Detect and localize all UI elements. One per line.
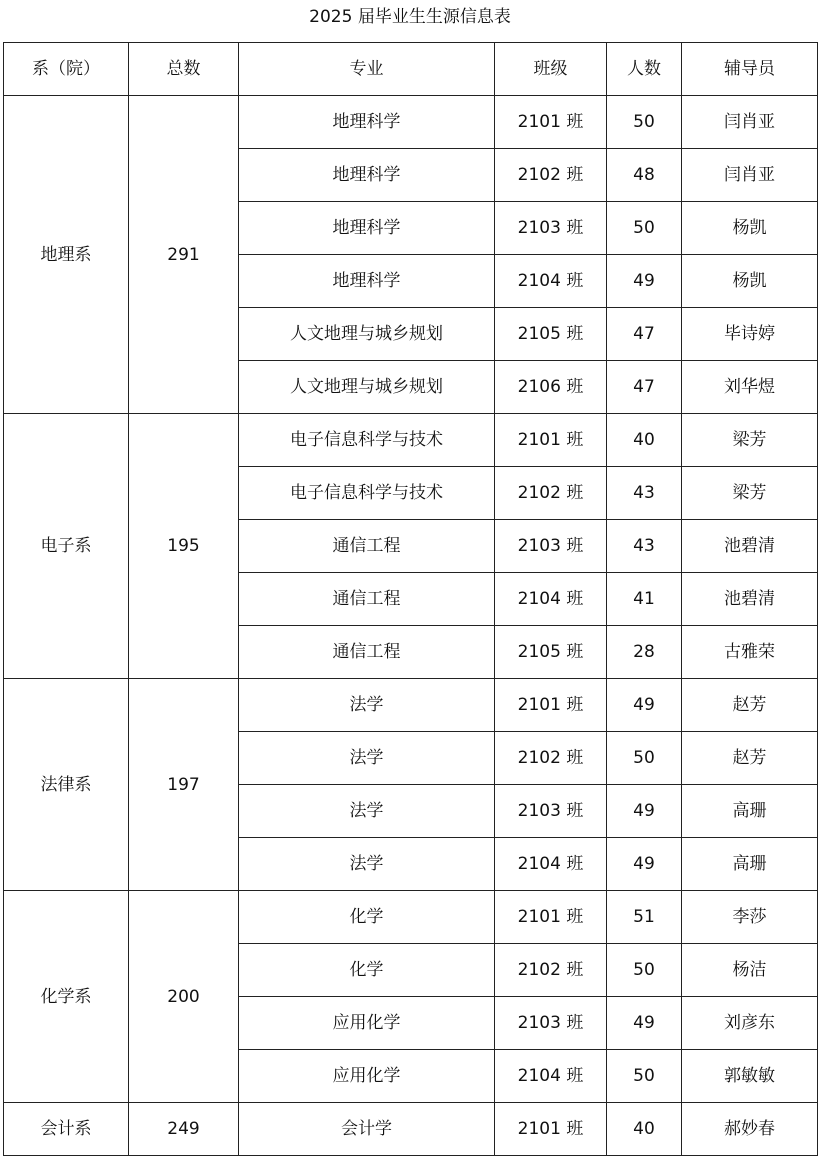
count-cell: 28 [607, 626, 682, 679]
count-cell: 50 [607, 202, 682, 255]
header-advisor: 辅导员 [682, 43, 818, 96]
count-cell: 51 [607, 891, 682, 944]
advisor-cell: 闫肖亚 [682, 149, 818, 202]
total-cell: 197 [129, 679, 239, 891]
advisor-cell: 杨洁 [682, 944, 818, 997]
table-row [4, 96, 818, 149]
class-cell: 2106 班 [495, 361, 607, 414]
class-cell: 2101 班 [495, 414, 607, 467]
major-cell: 地理科学 [239, 96, 495, 149]
department-cell: 化学系 [4, 891, 129, 1103]
major-cell: 人文地理与城乡规划 [239, 308, 495, 361]
count-cell: 50 [607, 96, 682, 149]
header-major: 专业 [239, 43, 495, 96]
advisor-cell: 杨凯 [682, 255, 818, 308]
class-cell: 2101 班 [495, 891, 607, 944]
class-cell: 2102 班 [495, 149, 607, 202]
class-cell: 2101 班 [495, 679, 607, 732]
count-cell: 50 [607, 732, 682, 785]
header-total: 总数 [129, 43, 239, 96]
count-cell: 40 [607, 414, 682, 467]
major-cell: 应用化学 [239, 997, 495, 1050]
advisor-cell: 李莎 [682, 891, 818, 944]
class-cell: 2104 班 [495, 1050, 607, 1103]
major-cell: 通信工程 [239, 626, 495, 679]
advisor-cell: 毕诗婷 [682, 308, 818, 361]
table-row [4, 414, 818, 467]
major-cell: 化学 [239, 891, 495, 944]
count-cell: 40 [607, 1103, 682, 1156]
advisor-cell: 郭敏敏 [682, 1050, 818, 1103]
major-cell: 地理科学 [239, 149, 495, 202]
major-cell: 法学 [239, 785, 495, 838]
count-cell: 49 [607, 255, 682, 308]
advisor-cell: 池碧清 [682, 520, 818, 573]
department-cell: 地理系 [4, 96, 129, 414]
header-class: 班级 [495, 43, 607, 96]
class-cell: 2104 班 [495, 573, 607, 626]
count-cell: 49 [607, 997, 682, 1050]
total-cell: 195 [129, 414, 239, 679]
table-row [4, 891, 818, 944]
count-cell: 43 [607, 520, 682, 573]
advisor-cell: 梁芳 [682, 414, 818, 467]
count-cell: 49 [607, 838, 682, 891]
header-department: 系（院） [4, 43, 129, 96]
class-cell: 2104 班 [495, 838, 607, 891]
major-cell: 会计学 [239, 1103, 495, 1156]
advisor-cell: 刘彦东 [682, 997, 818, 1050]
count-cell: 47 [607, 308, 682, 361]
major-cell: 法学 [239, 679, 495, 732]
class-cell: 2102 班 [495, 467, 607, 520]
class-cell: 2103 班 [495, 997, 607, 1050]
advisor-cell: 赵芳 [682, 679, 818, 732]
total-cell: 291 [129, 96, 239, 414]
total-cell: 200 [129, 891, 239, 1103]
header-count: 人数 [607, 43, 682, 96]
advisor-cell: 梁芳 [682, 467, 818, 520]
class-cell: 2103 班 [495, 785, 607, 838]
major-cell: 应用化学 [239, 1050, 495, 1103]
department-cell: 电子系 [4, 414, 129, 679]
class-cell: 2105 班 [495, 626, 607, 679]
class-cell: 2103 班 [495, 520, 607, 573]
table-row [4, 679, 818, 732]
class-cell: 2103 班 [495, 202, 607, 255]
total-cell: 249 [129, 1103, 239, 1156]
advisor-cell: 杨凯 [682, 202, 818, 255]
table-row [4, 1103, 818, 1156]
count-cell: 49 [607, 785, 682, 838]
advisor-cell: 赵芳 [682, 732, 818, 785]
advisor-cell: 高珊 [682, 785, 818, 838]
class-cell: 2104 班 [495, 255, 607, 308]
class-cell: 2102 班 [495, 944, 607, 997]
advisor-cell: 刘华煜 [682, 361, 818, 414]
count-cell: 48 [607, 149, 682, 202]
major-cell: 法学 [239, 732, 495, 785]
advisor-cell: 郝妙春 [682, 1103, 818, 1156]
class-cell: 2102 班 [495, 732, 607, 785]
table-body [4, 96, 818, 1156]
document-title: 2025 届毕业生生源信息表 [309, 7, 511, 27]
advisor-cell: 高珊 [682, 838, 818, 891]
count-cell: 49 [607, 679, 682, 732]
class-cell: 2101 班 [495, 1103, 607, 1156]
advisor-cell: 池碧清 [682, 573, 818, 626]
major-cell: 通信工程 [239, 573, 495, 626]
count-cell: 50 [607, 944, 682, 997]
advisor-cell: 古雅荣 [682, 626, 818, 679]
major-cell: 法学 [239, 838, 495, 891]
department-cell: 法律系 [4, 679, 129, 891]
count-cell: 41 [607, 573, 682, 626]
header-row [4, 43, 818, 96]
count-cell: 47 [607, 361, 682, 414]
class-cell: 2101 班 [495, 96, 607, 149]
count-cell: 50 [607, 1050, 682, 1103]
major-cell: 地理科学 [239, 255, 495, 308]
major-cell: 化学 [239, 944, 495, 997]
advisor-cell: 闫肖亚 [682, 96, 818, 149]
major-cell: 电子信息科学与技术 [239, 414, 495, 467]
count-cell: 43 [607, 467, 682, 520]
major-cell: 人文地理与城乡规划 [239, 361, 495, 414]
department-cell: 会计系 [4, 1103, 129, 1156]
major-cell: 电子信息科学与技术 [239, 467, 495, 520]
major-cell: 地理科学 [239, 202, 495, 255]
class-cell: 2105 班 [495, 308, 607, 361]
major-cell: 通信工程 [239, 520, 495, 573]
graduate-info-table [3, 42, 818, 1156]
